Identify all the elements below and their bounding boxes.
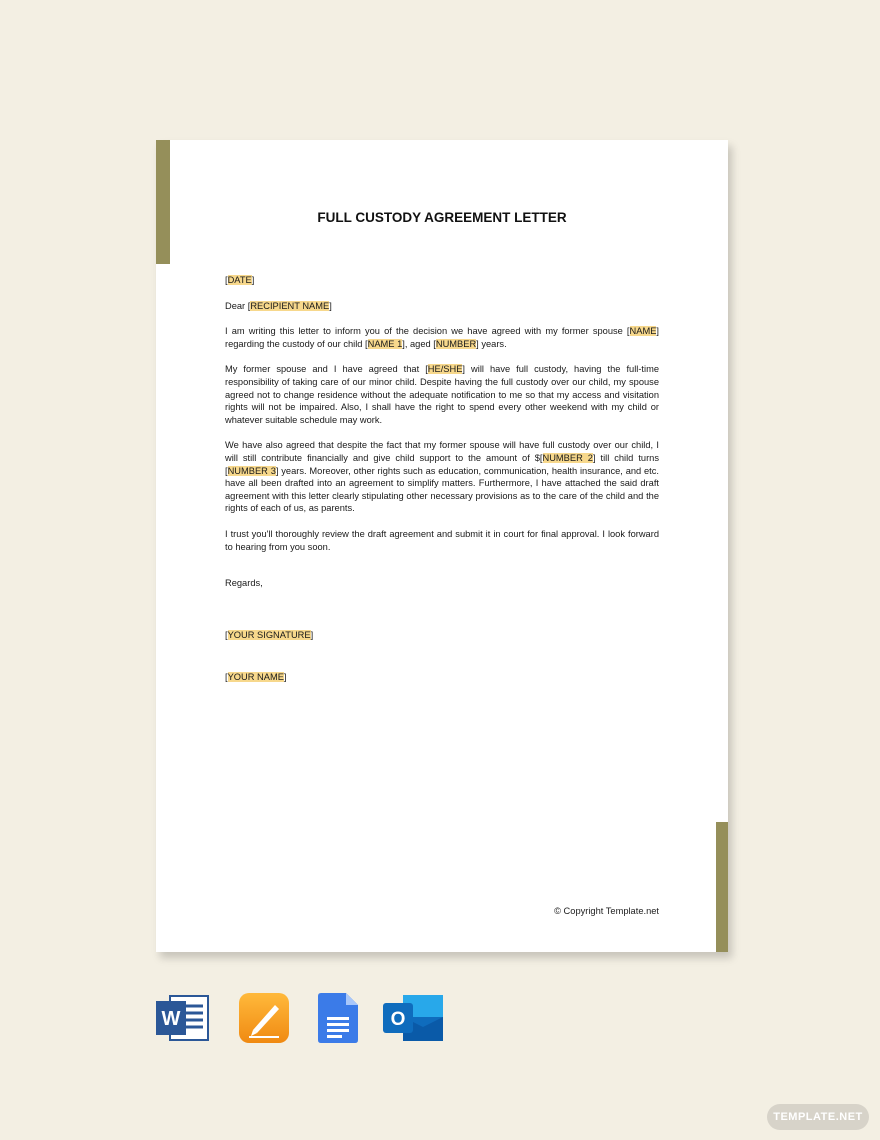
copyright: © Copyright Template.net <box>554 906 659 916</box>
paragraph-2: My former spouse and I have agreed that [HE/SHE] will have full custody, having the full-time responsibility of taking care of our minor child. Despite having the full custody over our child, my spouse agreed not to change residence without the adequate notification to me so that my access and visitation rights will not be impaired. Also, I shall have the right to spend every other weekend with my child or whatever suitable schedule may work. <box>225 364 659 425</box>
paragraph-3: We have also agreed that despite the fact that my former spouse will have full custody over our child, I will still contribute financially and give child support to the amount of $[NUMBER 2] till child turns [NUMBER 3] years. Moreover, other rights such as education, communication, health insurance, and etc. have all been drafted into an agreement to simplify matters. Furthermore, I have attached the said draft agreement with this letter clearly stipulating other necessary provisions as to the care of the child and the rights of each of us, as parents. <box>225 440 660 514</box>
closing: Regards, <box>225 578 263 589</box>
paragraph-1: I am writing this letter to inform you of the decision we have agreed with my former spouse [NAME] regarding the custody of our child [NAME 1], aged [NUMBER] years. <box>225 326 659 349</box>
letter-page <box>156 140 728 952</box>
paragraph-4: I trust you'll thoroughly review the draft agreement and submit it in court for final approval. I look forward to hearing from you soon. <box>225 528 659 552</box>
signature-line: [YOUR SIGNATURE] <box>225 629 314 640</box>
date-line: [DATE] <box>225 275 255 285</box>
template-net-badge[interactable]: TEMPLATE.NET <box>767 1104 869 1130</box>
your-name-placeholder: YOUR NAME <box>227 672 284 683</box>
years-placeholder: NUMBER 3 <box>227 465 276 476</box>
pages-icon[interactable] <box>239 993 289 1043</box>
outlook-icon[interactable] <box>383 993 443 1043</box>
accent-bar-bottom <box>716 822 728 952</box>
amount-placeholder: NUMBER 2 <box>542 452 593 463</box>
recipient-placeholder: RECIPIENT NAME <box>250 300 330 311</box>
svg-text:O: O <box>390 1009 406 1030</box>
name-line: [YOUR NAME] <box>225 672 287 683</box>
signature-placeholder: YOUR SIGNATURE <box>227 629 311 640</box>
age-placeholder: NUMBER <box>435 338 477 349</box>
svg-text:W: W <box>161 1008 181 1030</box>
letter-body <box>225 274 659 684</box>
word-icon[interactable] <box>156 993 210 1043</box>
date-placeholder: DATE <box>227 275 252 285</box>
name-placeholder: NAME <box>629 326 657 337</box>
salutation: Dear [RECIPIENT NAME] <box>225 300 332 311</box>
google-docs-icon[interactable] <box>318 993 358 1043</box>
pronoun-placeholder: HE/SHE <box>427 364 463 375</box>
letter-title: FULL CUSTODY AGREEMENT LETTER <box>317 210 567 225</box>
accent-bar-top <box>156 140 170 264</box>
child-name-placeholder: NAME 1 <box>367 338 403 349</box>
